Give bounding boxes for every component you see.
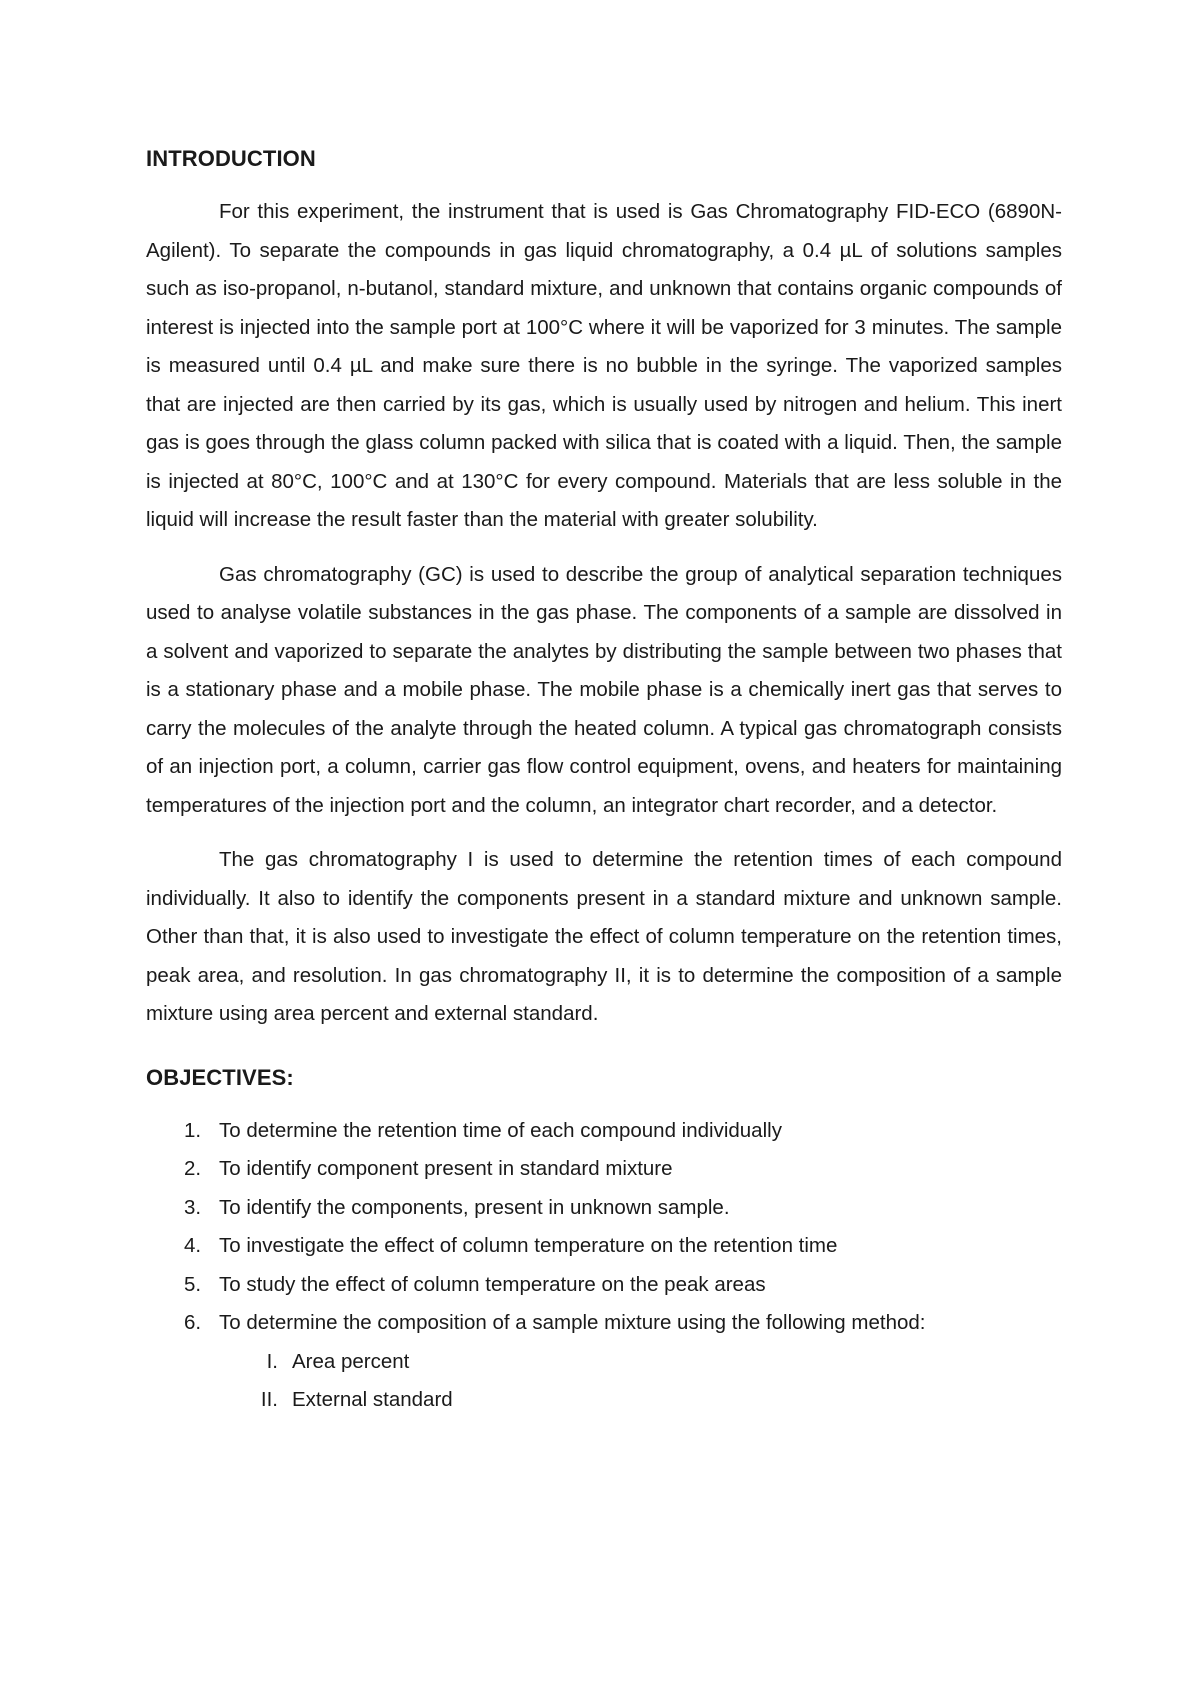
method-text: Area percent [292,1349,410,1373]
objectives-list [146,1112,1062,1343]
objective-text: To determine the retention time of each compound individually [219,1118,782,1142]
introduction-heading: INTRODUCTION [146,146,316,171]
intro-paragraph-1: For this experiment, the instrument that is used is Gas Chromatography FID-ECO (6890N- Agilent). To separate the compounds in gas liquid chromatography, a 0.4 µL of solutions samples such as iso-propanol, n-butanol, standard mixture, and unknown that contains organic compounds of interest is injected into the sample port at 100°C where it will be vaporized for 3 minutes. The sample is measured until 0.4 µL and make sure there is no bubble in the syringe. The vaporized samples that are injected are then carried by its gas, which is usually used by nitrogen and helium. This inert gas is goes through the glass column packed with silica that is coated with a liquid. Then, the sample is injected at 80°C, 100°C and at 130°C for every compound. Materials that are less soluble in the liquid will increase the result faster than the material with greater solubility. [146,200,1062,531]
intro-paragraph-3: The gas chromatography I is used to determine the retention times of each compound individually. It also to identify the components present in a standard mixture and unknown sample. Other than that, it is also used to investigate the effect of column temperature on the retention times, peak area, and resolution. In gas chromatography II, it is to determine the composition of a sample mixture using area percent and external standard. [146,848,1062,1025]
objective-item-6 [146,1304,1062,1343]
roman-number: I. [266,1349,278,1373]
objective-text: To determine the composition of a sample mixture using the following method: [219,1311,926,1334]
objective-item-4 [146,1227,1062,1266]
list-number: 6. [184,1311,202,1334]
intro-paragraph-2: Gas chromatography (GC) is used to describe the group of analytical separation techniques used to analyse volatile substances in the gas phase. The components of a sample are dissolved in a solvent and vaporized to separate the analytes by distributing the sample between two phases that is a stationary phase and a mobile phase. The mobile phase is a chemically inert gas that serves to carry the molecules of the analyte through the heated column. A typical gas chromatograph consists of an injection port, a column, carrier gas flow control equipment, ovens, and heaters for maintaining temperatures of the injection port and the column, an integrator chart recorder, and a detector. [146,562,1062,817]
objective-text: To investigate the effect of column temperature on the retention time [219,1234,838,1257]
objectives-heading: OBJECTIVES: [146,1064,294,1090]
list-number: 4. [184,1234,202,1257]
objective-item-5 [146,1266,1062,1305]
objective-text: To study the effect of column temperature on the peak areas [219,1272,766,1296]
method-item-1 [146,1343,1062,1382]
objective-item-1 [146,1112,1062,1151]
list-number: 3. [184,1195,202,1219]
method-item-2 [146,1381,1062,1420]
objective-item-3 [146,1189,1062,1228]
objective-text: To identify the components, present in unknown sample. [219,1195,730,1219]
method-text: External standard [292,1388,453,1411]
objective-item-2 [146,1150,1062,1189]
methods-list [146,1343,1062,1420]
list-number: 2. [184,1157,202,1180]
list-number: 5. [184,1272,202,1296]
objective-text: To identify component present in standard mixture [219,1157,673,1180]
roman-number: II. [260,1388,278,1411]
list-number: 1. [184,1118,202,1142]
